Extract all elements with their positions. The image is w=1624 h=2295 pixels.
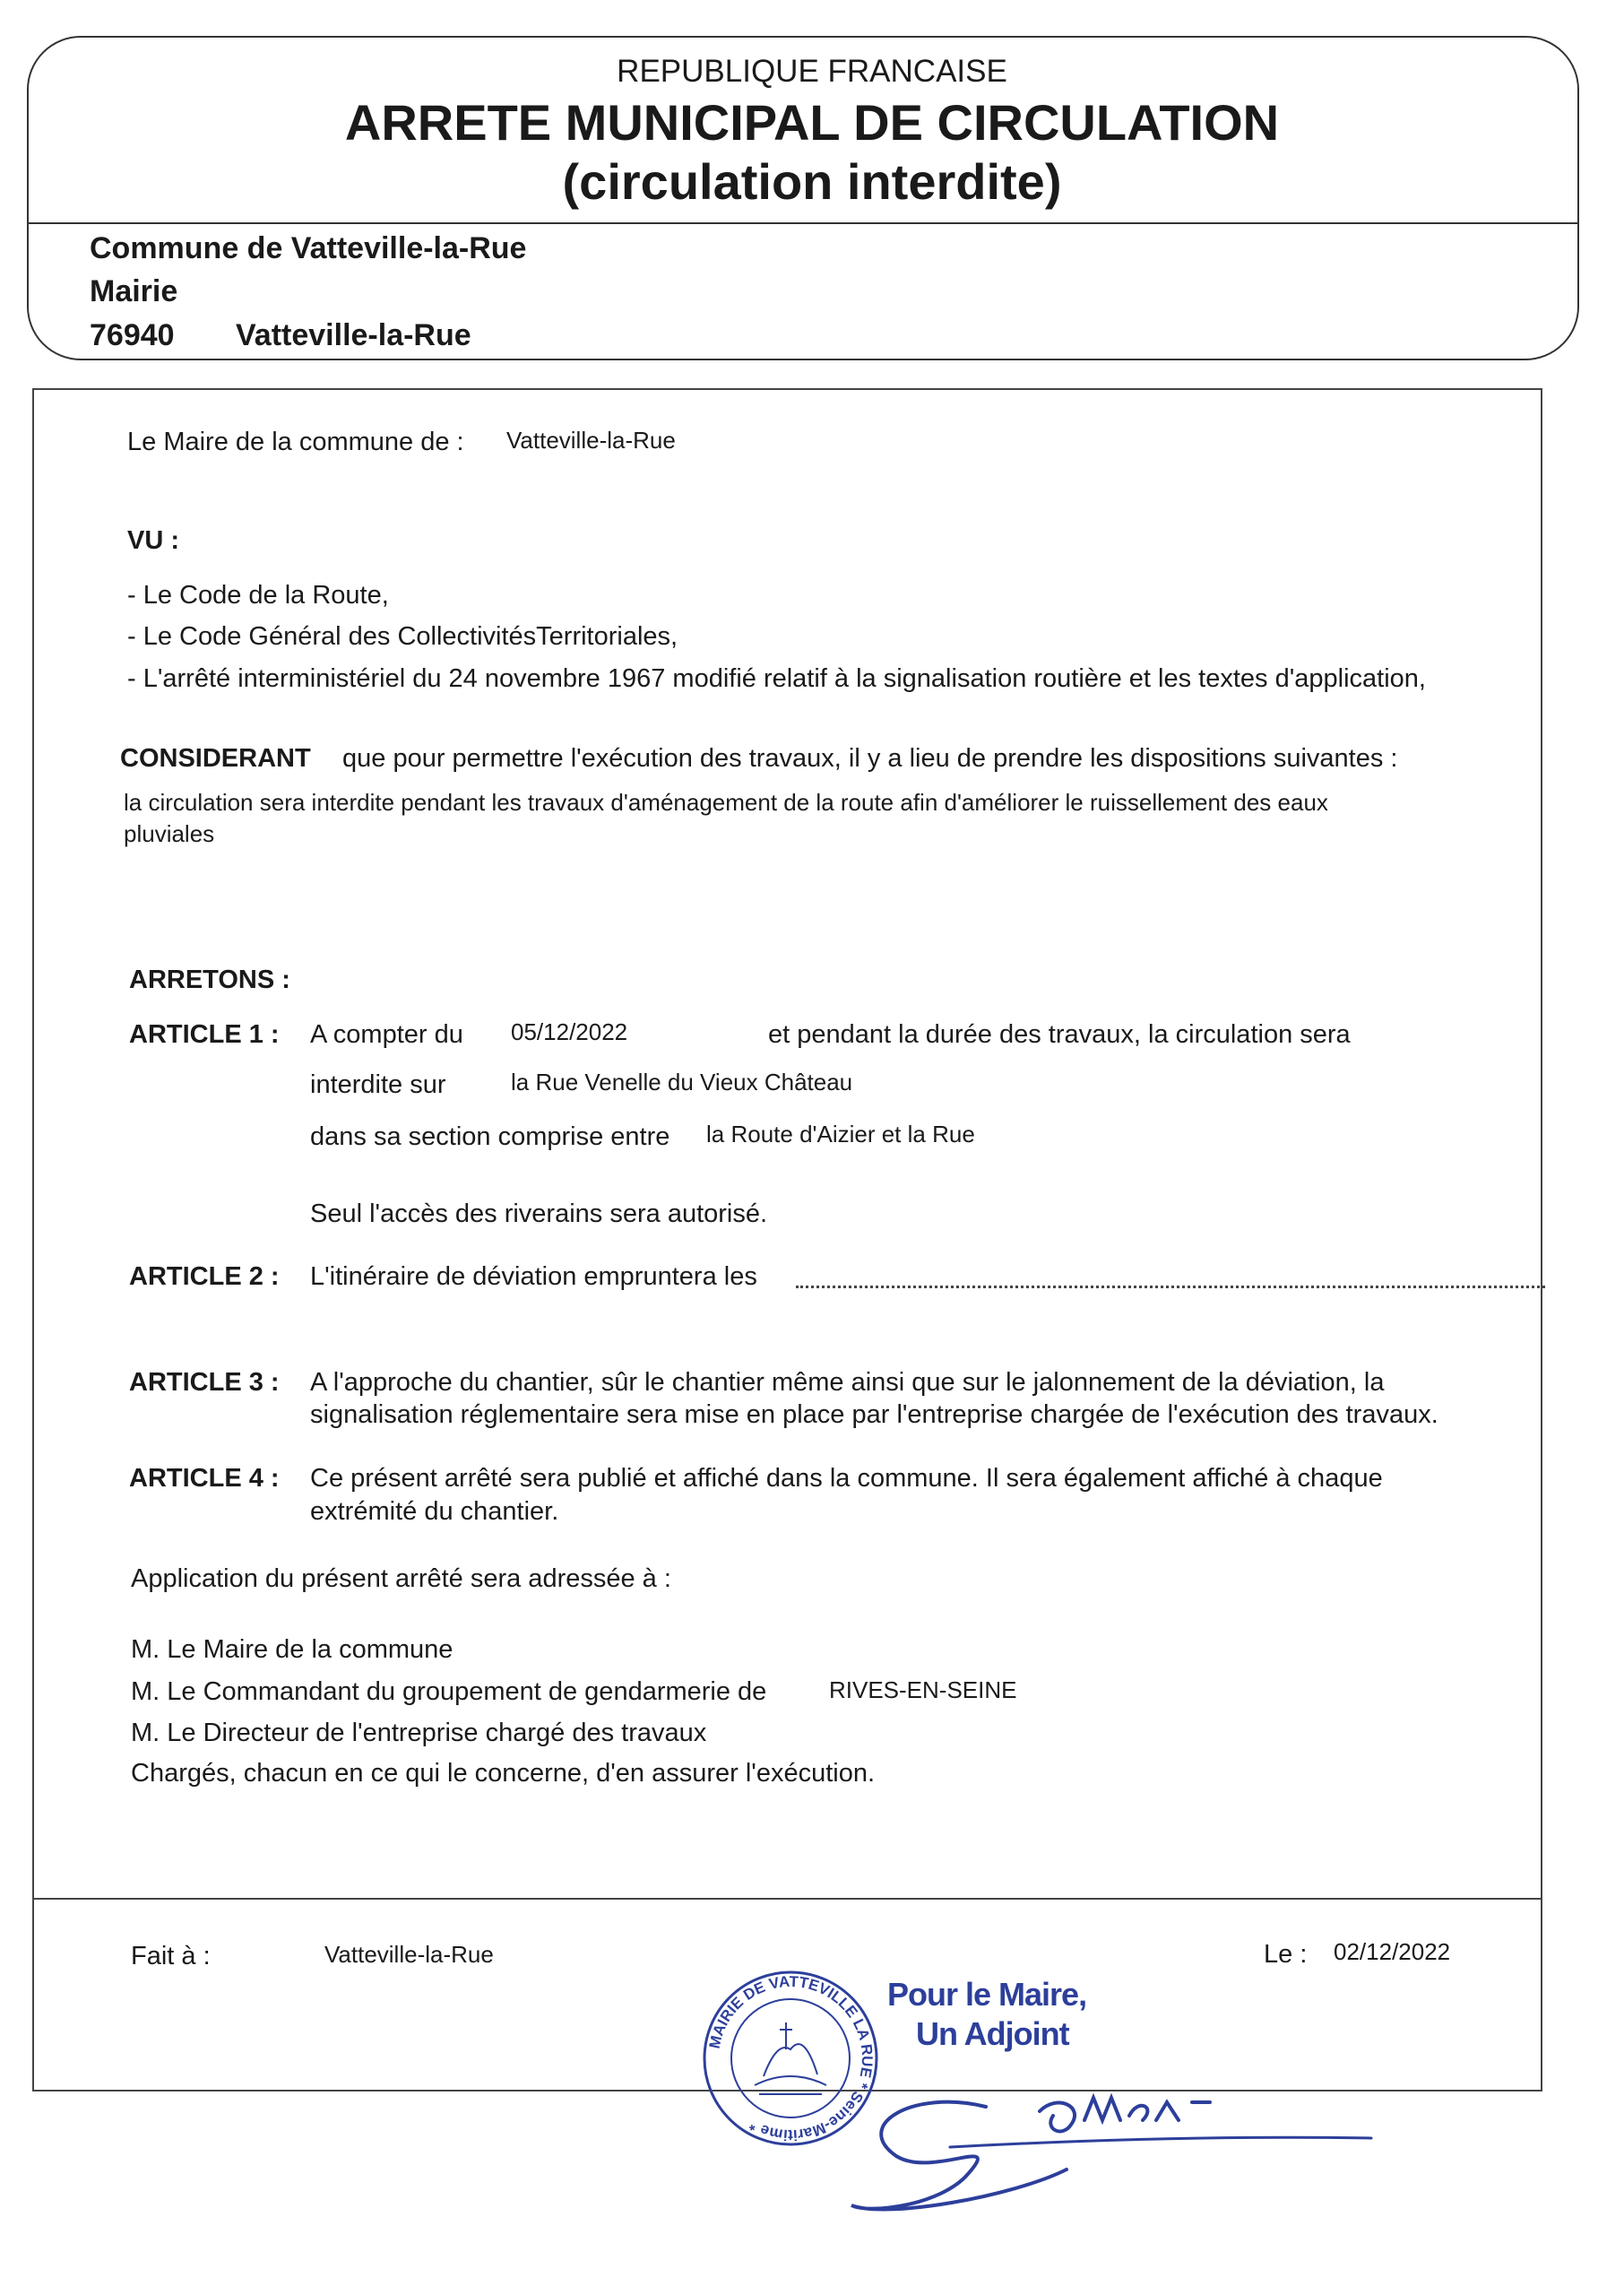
fait-value: Vatteville-la-Rue: [324, 1941, 494, 1968]
article1-road: la Rue Venelle du Vieux Château: [511, 1069, 853, 1096]
footer-divider: [32, 1898, 1542, 1900]
arretons-heading: ARRETONS :: [129, 966, 290, 994]
fait-label: Fait à :: [131, 1942, 211, 1970]
recipient: M. Le Maire de la commune: [131, 1635, 454, 1664]
vu-heading: VU :: [127, 526, 179, 555]
stamp-text: MAIRIE DE VATTEVILLE LA RUE * Seine-Maritime *: [705, 1972, 877, 2144]
considerant-text: que pour permettre l'exécution des travaux, il y a lieu de prendre les dispositions suivantes :: [342, 744, 1398, 773]
considerant-detail: pluviales: [124, 820, 215, 847]
article1-prefix: A compter du: [310, 1020, 463, 1049]
article3-label: ARTICLE 3 :: [129, 1368, 280, 1397]
postcode: 76940: [90, 318, 175, 352]
considerant-detail: la circulation sera interdite pendant les travaux d'aménagement de la route afin d'améliorer le ruissellement des eaux: [124, 789, 1328, 816]
commune-name: Commune de Vatteville-la-Rue: [90, 231, 527, 265]
date-label: Le :: [1264, 1940, 1308, 1969]
recipient: M. Le Commandant du groupement de gendarmerie de: [131, 1677, 767, 1706]
article4-line: extrémité du chantier.: [310, 1497, 559, 1526]
vu-item: - L'arrêté interministériel du 24 novembre 1967 modifié relatif à la signalisation routière et les textes d'application,: [127, 664, 1426, 693]
un-adjoint: Un Adjoint: [916, 2015, 1069, 2052]
article2-blank-line: [796, 1286, 1545, 1288]
article1-access: Seul l'accès des riverains sera autorisé.: [310, 1199, 768, 1228]
article4-label: ARTICLE 4 :: [129, 1464, 280, 1493]
mairie-label: Mairie: [90, 274, 178, 308]
intro-value: Vatteville-la-Rue: [506, 427, 676, 454]
header-divider: [27, 222, 1579, 224]
article3-line: signalisation réglementaire sera mise en place par l'entreprise chargée de l'exécution des travaux.: [310, 1400, 1438, 1429]
pour-le-maire: Pour le Maire,: [887, 1976, 1087, 2013]
article3-line: A l'approche du chantier, sûr le chantier même ainsi que sur le jalonnement de la déviation, la: [310, 1368, 1385, 1397]
article2-text: L'itinéraire de déviation empruntera les: [310, 1262, 757, 1291]
document-subtitle: (circulation interdite): [562, 153, 1062, 210]
article1-date: 05/12/2022: [511, 1018, 628, 1045]
article1-section-label: dans sa section comprise entre: [310, 1122, 670, 1151]
vu-item: - Le Code Général des CollectivitésTerritoriales,: [127, 622, 678, 651]
article1-label: ARTICLE 1 :: [129, 1020, 280, 1049]
date-value: 02/12/2022: [1334, 1938, 1451, 1965]
recipient: Chargés, chacun en ce qui le concerne, d'en assurer l'exécution.: [131, 1759, 876, 1788]
considerant-label: CONSIDERANT: [120, 744, 311, 773]
article1-interdite-label: interdite sur: [310, 1070, 446, 1099]
application-intro: Application du présent arrêté sera adressée à :: [131, 1564, 671, 1593]
article1-section: la Route d'Aizier et la Rue: [706, 1121, 975, 1148]
gendarmerie-location: RIVES-EN-SEINE: [829, 1676, 1017, 1703]
recipient: M. Le Directeur de l'entreprise chargé des travaux: [131, 1719, 707, 1747]
vu-item: - Le Code de la Route,: [127, 581, 389, 610]
article4-line: Ce présent arrêté sera publié et affiché dans la commune. Il sera également affiché à chaque: [310, 1464, 1383, 1493]
town-name: Vatteville-la-Rue: [236, 318, 471, 352]
document-title: ARRETE MUNICIPAL DE CIRCULATION: [344, 94, 1280, 151]
article2-label: ARTICLE 2 :: [129, 1262, 280, 1291]
intro-label: Le Maire de la commune de :: [127, 428, 464, 456]
republic-heading: REPUBLIQUE FRANCAISE: [617, 54, 1007, 89]
signature: [834, 2071, 1389, 2228]
article1-suffix: et pendant la durée des travaux, la circulation sera: [768, 1020, 1351, 1049]
